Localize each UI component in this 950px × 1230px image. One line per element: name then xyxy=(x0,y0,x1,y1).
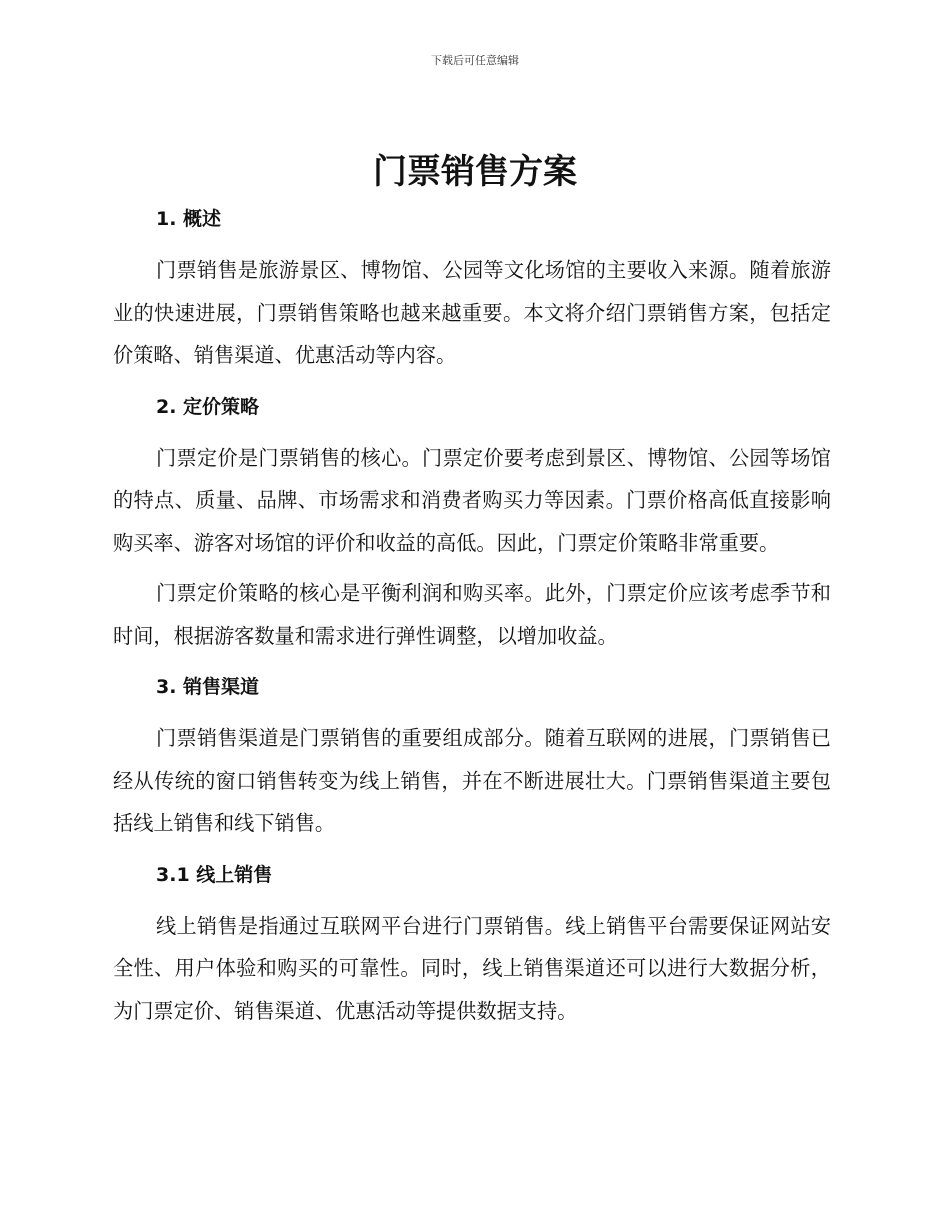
document-body xyxy=(113,203,831,1032)
paragraph-sales-channels: 门票销售渠道是门票销售的重要组成部分。随着互联网的进展，门票销售已经从传统的窗口销售转变为线上销售，并在不断进展壮大。门票销售渠道主要包括线上销售和线下销售。 xyxy=(113,726,831,835)
paragraph-overview: 门票销售是旅游景区、博物馆、公园等文化场馆的主要收入来源。随着旅游业的快速进展，门票销售策略也越来越重要。本文将介绍门票销售方案，包括定价策略、销售渠道、优惠活动等内容。 xyxy=(113,258,831,367)
section-heading-overview: 1. 概述 xyxy=(156,208,222,230)
section-heading-online-sales: 3.1 线上销售 xyxy=(156,863,273,886)
paragraph-pricing-2: 门票定价策略的核心是平衡利润和购买率。此外，门票定价应该考虑季节和时间，根据游客数量和需求进行弹性调整，以增加收益。 xyxy=(113,581,831,648)
page-header-note: 下载后可任意编辑 xyxy=(431,54,519,67)
paragraph-pricing-1: 门票定价是门票销售的核心。门票定价要考虑到景区、博物馆、公园等场馆的特点、质量、品牌、市场需求和消费者购买力等因素。门票价格高低直接影响购买率、游客对场馆的评价和收益的高低。因此，门票定价策略非常重要。 xyxy=(113,445,831,555)
section-heading-pricing-strategy: 2. 定价策略 xyxy=(156,395,260,418)
document-title: 门票销售方案 xyxy=(373,152,577,192)
section-heading-sales-channels: 3. 销售渠道 xyxy=(156,676,260,698)
paragraph-online-sales: 线上销售是指通过互联网平台进行门票销售。线上销售平台需要保证网站安全性、用户体验和购买的可靠性。同时，线上销售渠道还可以进行大数据分析，为门票定价、销售渠道、优惠活动等提供数据支持。 xyxy=(113,913,831,1023)
